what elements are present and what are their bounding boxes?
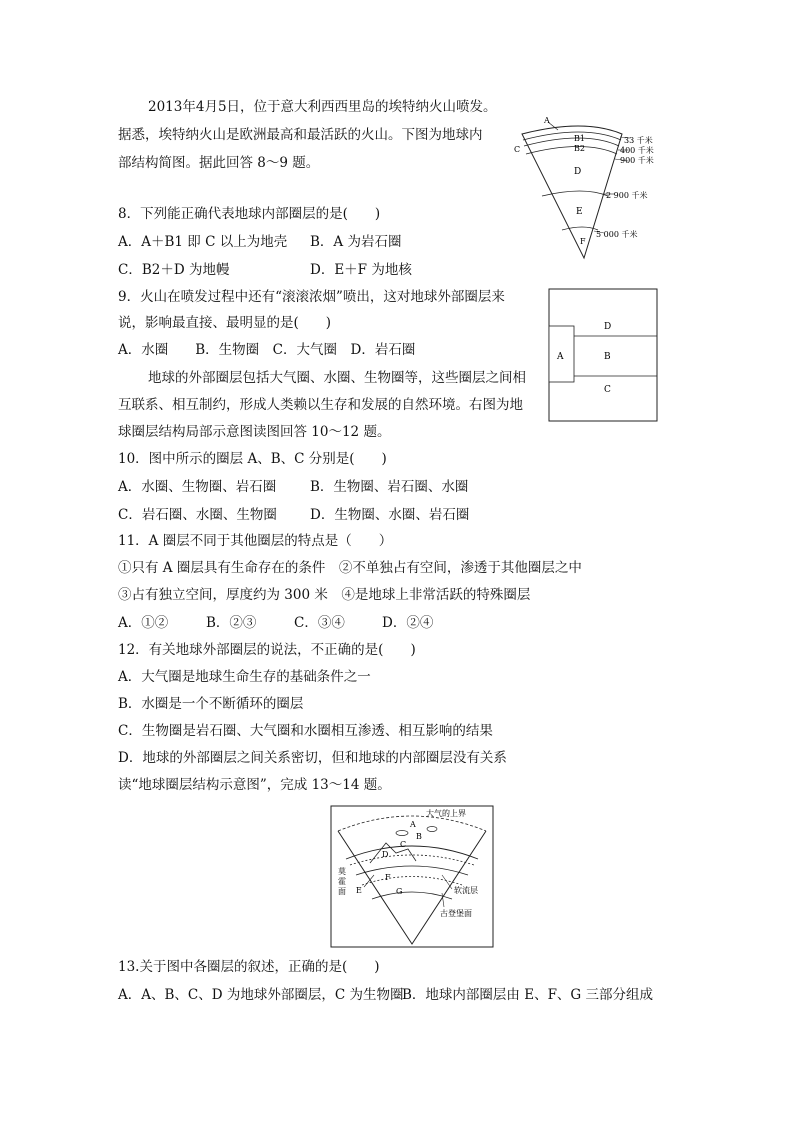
earth-sphere-box-figure [548, 288, 660, 424]
option-b[interactable]: B．地球内部圈层由 E、F、G 三部分组成 [402, 987, 654, 1003]
layer-label: F [385, 873, 391, 882]
option-a[interactable]: A．水圈、生物圈、岩石圈 [118, 479, 277, 495]
sphere-label: B [604, 352, 611, 362]
statement: ③占有独立空间，厚度约为 300 米 ④是地球上非常活跃的特殊圈层 [118, 587, 531, 603]
question-stem: 10．图中所示的圈层 A、B、C 分别是( ) [118, 451, 387, 467]
question-stem: 说，影响最直接、最明显的是( ) [118, 315, 332, 331]
moho-label: 莫 [338, 867, 346, 876]
question-options[interactable]: A．水圈 B．生物圈 C．大气圈 D．岩石圈 [118, 342, 416, 358]
sphere-label: A [557, 352, 564, 362]
atmosphere-top-label: 大气的上界 [426, 809, 466, 818]
intro-text: 部结构简图。据此回答 8～9 题。 [118, 155, 320, 171]
option-d[interactable]: D．E＋F 为地核 [310, 262, 412, 278]
option-b[interactable]: B．水圈是一个不断循环的圈层 [118, 696, 304, 712]
layer-label: B2 [574, 144, 585, 153]
option-d[interactable]: D．②④ [382, 615, 434, 631]
earth-sphere-structure-figure [330, 805, 494, 948]
intro-text: 互联系、相互制约，形成人类赖以生存和发展的自然环境。右图为地 [118, 397, 523, 413]
intro-text: 地球的外部圈层包括大气圈、水圈、生物圈等，这些圈层之间相 [148, 370, 526, 386]
layer-label: A [544, 116, 550, 125]
option-a[interactable]: A．大气圈是地球生命生存的基础条件之一 [118, 669, 371, 685]
option-c[interactable]: C．岩石圈、水圈、生物圈 [118, 507, 277, 523]
intro-text: 据悉，埃特纳火山是欧洲最高和最活跃的火山。下图为地球内 [118, 127, 483, 143]
layer-label: D [382, 850, 389, 859]
layer-label: E [356, 886, 362, 895]
layer-label: B [416, 832, 422, 841]
option-d[interactable]: D．地球的外部圈层之间关系密切，但和地球的内部圈层没有关系 [118, 750, 507, 766]
option-c[interactable]: C．B2＋D 为地幔 [118, 262, 230, 278]
layer-label: B1 [574, 134, 585, 143]
sphere-label: D [604, 322, 612, 332]
option-c[interactable]: C．③④ [294, 615, 345, 631]
depth-label: 900 千米 [620, 156, 654, 165]
option-b[interactable]: B．生物圈、岩石圈、水圈 [310, 479, 469, 495]
layer-label: C [400, 840, 407, 849]
layer-label: E [576, 207, 583, 217]
question-stem: 9．火山在喷发过程中还有“滚滚浓烟”喷出，这对地球外部圈层来 [118, 289, 505, 305]
layer-label: F [580, 237, 586, 246]
layer-label: C [514, 145, 521, 154]
moho-label: 霍 [338, 877, 346, 886]
option-d[interactable]: D．生物圈、水圈、岩石圈 [310, 507, 470, 523]
layer-label: G [396, 887, 403, 896]
asthenosphere-label: 软流层 [454, 886, 478, 895]
depth-label: 5 000 千米 [596, 230, 638, 239]
question-stem: 13.关于图中各圈层的叙述，正确的是( ) [118, 959, 380, 975]
statement: ①只有 A 圈层具有生命存在的条件 ②不单独占有空间，渗透于其他圈层之中 [118, 560, 582, 576]
depth-label: 33 千米 [624, 136, 653, 145]
option-a[interactable]: A．①② [118, 615, 169, 631]
layer-label: D [574, 167, 582, 177]
depth-label: 2 900 千米 [606, 191, 648, 200]
option-c[interactable]: C．生物圈是岩石圈、大气圈和水圈相互渗透、相互影响的结果 [118, 723, 493, 739]
question-stem: 12．有关地球外部圈层的说法，不正确的是( ) [118, 642, 416, 658]
option-b[interactable]: B．②③ [206, 615, 257, 631]
earth-interior-figure [512, 112, 662, 264]
gutenberg-label: 古登堡面 [440, 909, 472, 918]
depth-label: 400 千米 [620, 146, 654, 155]
sphere-label: C [604, 385, 611, 395]
intro-text: 2013年4月5日，位于意大利西西里岛的埃特纳火山喷发。 [148, 99, 497, 115]
question-stem: 11．A 圈层不同于其他圈层的特点是（ ） [118, 533, 393, 549]
option-b[interactable]: B．A 为岩石圈 [310, 234, 402, 250]
intro-text: 读“地球圈层结构示意图”，完成 13～14 题。 [118, 777, 391, 793]
moho-label: 面 [338, 887, 346, 896]
option-a[interactable]: A．A＋B1 即 C 以上为地壳 [118, 234, 288, 250]
intro-text: 球圈层结构局部示意图读图回答 10～12 题。 [118, 424, 391, 440]
layer-label: A [410, 820, 416, 829]
option-a[interactable]: A．A、B、C、D 为地球外部圈层，C 为生物圈 [118, 987, 404, 1003]
question-stem: 8．下列能正确代表地球内部圈层的是( ) [118, 206, 381, 222]
